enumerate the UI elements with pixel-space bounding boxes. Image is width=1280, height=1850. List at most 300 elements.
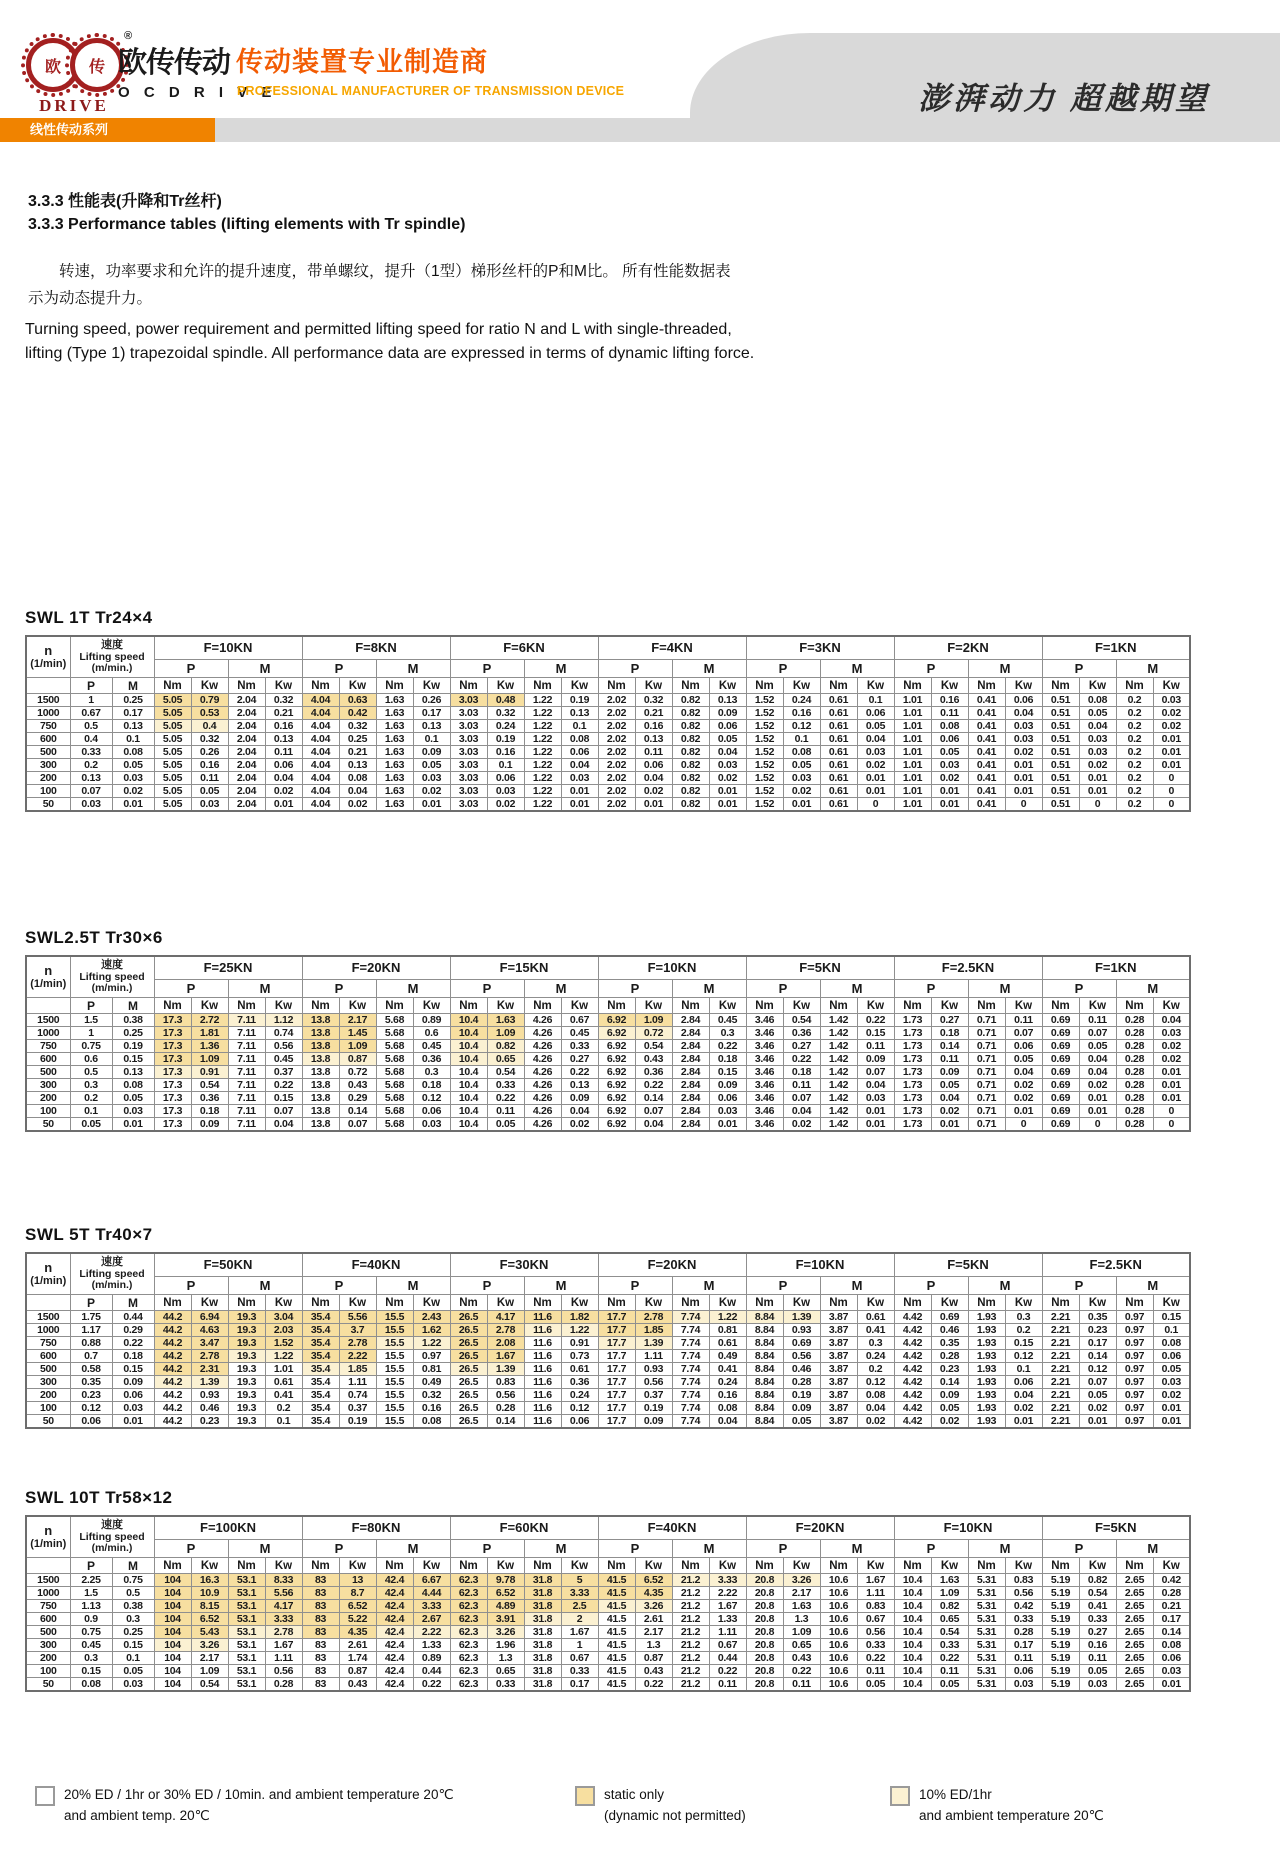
col-header-nm: Nm [820,678,857,694]
value-cell: 1.22 [524,707,561,720]
value-cell: 2.04 [228,785,265,798]
value-cell: 0.04 [857,1079,894,1092]
value-cell: 0.14 [487,1415,524,1429]
value-cell: 0 [1153,1105,1190,1118]
col-header-kw: Kw [635,1558,672,1574]
value-cell: 0.32 [487,707,524,720]
value-cell: 5.19 [1042,1613,1079,1626]
value-cell: 0.04 [857,733,894,746]
value-cell: 0.16 [783,707,820,720]
value-cell: 8.15 [191,1600,228,1613]
value-cell: 0.06 [857,707,894,720]
value-cell: 31.8 [524,1639,561,1652]
value-cell: 1.45 [339,1027,376,1040]
col-header-kw: Kw [265,1295,302,1311]
value-cell: 5.05 [154,707,191,720]
value-cell: 5.05 [154,733,191,746]
value-cell: 26.5 [450,1324,487,1337]
col-header-m: M [228,979,302,997]
col-header-kw: Kw [857,678,894,694]
cell-rpm: 1000 [26,707,70,720]
cell-speed-m: 0.44 [112,1311,154,1324]
value-cell: 3.46 [746,1040,783,1053]
col-header-nm: Nm [302,1558,339,1574]
cell-speed-p: 1.13 [70,1600,112,1613]
value-cell: 19.3 [228,1376,265,1389]
value-cell: 11.6 [524,1311,561,1324]
col-header-blank [26,678,70,694]
col-header-force: F=20KN [746,1516,894,1539]
value-cell: 42.4 [376,1626,413,1639]
col-header-kw: Kw [191,1295,228,1311]
value-cell: 0.3 [709,1027,746,1040]
col-header-kw: Kw [487,1558,524,1574]
value-cell: 17.3 [154,1105,191,1118]
value-cell: 0.06 [265,759,302,772]
value-cell: 0.04 [265,772,302,785]
value-cell: 0.05 [783,1415,820,1429]
value-cell: 0.97 [1116,1402,1153,1415]
value-cell: 15.5 [376,1415,413,1429]
col-header-kw: Kw [413,1558,450,1574]
table-row [26,746,1190,759]
value-cell: 6.92 [598,1053,635,1066]
cell-rpm: 750 [26,1040,70,1053]
value-cell: 0.1 [857,694,894,707]
value-cell: 0.01 [1153,1415,1190,1429]
value-cell: 21.2 [672,1587,709,1600]
cell-speed-p: 0.2 [70,1092,112,1105]
value-cell: 1.01 [894,772,931,785]
value-cell: 2.84 [672,1079,709,1092]
value-cell: 0.05 [857,1678,894,1692]
col-header-kw: Kw [783,1295,820,1311]
col-header-nm: Nm [450,998,487,1014]
col-header-nm: Nm [598,1558,635,1574]
value-cell: 4.42 [894,1415,931,1429]
value-cell: 0.56 [635,1376,672,1389]
value-cell: 1.93 [968,1389,1005,1402]
value-cell: 5 [561,1574,598,1587]
col-header-force: F=50KN [154,1253,302,1276]
col-header-force: F=60KN [450,1516,598,1539]
col-header-force: F=8KN [302,636,450,659]
value-cell: 0.11 [709,1678,746,1692]
col-header-kw: Kw [191,1558,228,1574]
value-cell: 7.74 [672,1376,709,1389]
cell-speed-p: 0.05 [70,1118,112,1132]
cell-speed-p: 0.5 [70,1066,112,1079]
value-cell: 0.32 [413,1389,450,1402]
value-cell: 5.68 [376,1066,413,1079]
cell-speed-p: 0.08 [70,1678,112,1692]
col-header-speed-p: P [70,678,112,694]
value-cell: 0.01 [931,785,968,798]
value-cell: 5.43 [191,1626,228,1639]
value-cell: 0.69 [931,1311,968,1324]
col-header-nm: Nm [376,998,413,1014]
col-header-kw: Kw [1079,678,1116,694]
value-cell: 0.04 [1153,1014,1190,1027]
col-header-kw: Kw [1079,998,1116,1014]
value-cell: 2.17 [191,1652,228,1665]
value-cell: 26.5 [450,1402,487,1415]
value-cell: 0.41 [968,707,1005,720]
value-cell: 0.56 [1005,1587,1042,1600]
value-cell: 42.4 [376,1652,413,1665]
value-cell: 21.2 [672,1678,709,1692]
value-cell: 1.52 [265,1337,302,1350]
value-cell: 0.69 [783,1337,820,1350]
value-cell: 10.6 [820,1600,857,1613]
value-cell: 10.4 [450,1040,487,1053]
value-cell: 5.31 [968,1613,1005,1626]
value-cell: 0.61 [820,746,857,759]
value-cell: 11.6 [524,1337,561,1350]
legend-item-10ed [890,1785,1104,1827]
cell-speed-m: 0.09 [112,1376,154,1389]
value-cell: 0.87 [635,1652,672,1665]
performance-table [25,1515,1191,1692]
col-header-m: M [820,979,894,997]
value-cell: 1.93 [968,1402,1005,1415]
value-cell: 2.22 [339,1350,376,1363]
value-cell: 13.8 [302,1118,339,1132]
value-cell: 2.17 [635,1626,672,1639]
cell-rpm: 1500 [26,1574,70,1587]
value-cell: 0.43 [635,1665,672,1678]
value-cell: 0.73 [561,1350,598,1363]
col-header-nm: Nm [524,998,561,1014]
value-cell: 0.43 [783,1652,820,1665]
value-cell: 3.87 [820,1363,857,1376]
cell-speed-m: 0.38 [112,1600,154,1613]
value-cell: 13 [339,1574,376,1587]
value-cell: 0.15 [709,1066,746,1079]
performance-table [25,1252,1191,1429]
col-header-m: M [228,659,302,677]
value-cell: 0.82 [487,1040,524,1053]
value-cell: 0.07 [1079,1027,1116,1040]
value-cell: 5.05 [154,694,191,707]
value-cell: 0.09 [191,1118,228,1132]
value-cell: 5.31 [968,1665,1005,1678]
col-header-kw: Kw [709,1295,746,1311]
col-header-m: M [968,659,1042,677]
col-header-m: M [672,659,746,677]
value-cell: 11.6 [524,1389,561,1402]
value-cell: 3.33 [413,1600,450,1613]
value-cell: 0.21 [1153,1600,1190,1613]
col-header-blank [26,998,70,1014]
value-cell: 2.02 [598,707,635,720]
value-cell: 13.8 [302,1040,339,1053]
value-cell: 0.19 [635,1402,672,1415]
col-header-m: M [820,659,894,677]
value-cell: 1.11 [339,1376,376,1389]
value-cell: 0.87 [339,1665,376,1678]
value-cell: 7.11 [228,1079,265,1092]
col-header-p: P [746,659,820,677]
table-row [26,1066,1190,1079]
value-cell: 1.52 [746,759,783,772]
col-header-kw: Kw [783,998,820,1014]
value-cell: 4.42 [894,1376,931,1389]
cell-rpm: 300 [26,1639,70,1652]
value-cell: 0.22 [487,1092,524,1105]
legend-line: (dynamic not permitted) [604,1807,746,1823]
col-header-m: M [672,1539,746,1557]
value-cell: 1.67 [561,1626,598,1639]
value-cell: 6.52 [339,1600,376,1613]
value-cell: 62.3 [450,1613,487,1626]
value-cell: 1.33 [413,1639,450,1652]
value-cell: 62.3 [450,1587,487,1600]
value-cell: 44.2 [154,1350,191,1363]
col-header-kw: Kw [857,1295,894,1311]
col-header-force: F=30KN [450,1253,598,1276]
value-cell: 104 [154,1600,191,1613]
value-cell: 0.2 [1116,733,1153,746]
cell-speed-p: 1.17 [70,1324,112,1337]
value-cell: 0.51 [1042,746,1079,759]
value-cell: 0.03 [1005,1678,1042,1692]
col-header-m: M [1116,1539,1190,1557]
value-cell: 10.4 [894,1678,931,1692]
value-cell: 0.06 [561,1415,598,1429]
value-cell: 0.1 [1153,1324,1190,1337]
value-cell: 4.26 [524,1027,561,1040]
table-row [26,1337,1190,1350]
intro-paragraph-cn: 转速，功率要求和允许的提升速度，带单螺纹，提升（1型）梯形丝杆的P和M比。 所有性能数据表示为动态提升力。 [28,263,731,308]
value-cell: 17.7 [598,1350,635,1363]
value-cell: 2.04 [228,746,265,759]
value-cell: 0.61 [820,694,857,707]
col-header-nm: Nm [524,1558,561,1574]
cell-rpm: 100 [26,1402,70,1415]
value-cell: 42.4 [376,1665,413,1678]
value-cell: 0.05 [931,1678,968,1692]
value-cell: 2.04 [228,759,265,772]
value-cell: 1.52 [746,733,783,746]
value-cell: 1.09 [783,1626,820,1639]
value-cell: 0.28 [1116,1105,1153,1118]
value-cell: 5.19 [1042,1652,1079,1665]
value-cell: 0.01 [857,1105,894,1118]
value-cell: 0.26 [191,746,228,759]
value-cell: 1.42 [820,1053,857,1066]
value-cell: 0.16 [191,759,228,772]
col-header-nm: Nm [302,998,339,1014]
value-cell: 17.7 [598,1402,635,1415]
value-cell: 1.63 [376,707,413,720]
col-header-n: n (1/min) [26,1253,70,1295]
value-cell: 0.03 [931,759,968,772]
value-cell: 20.8 [746,1600,783,1613]
value-cell: 104 [154,1665,191,1678]
table-row [26,1587,1190,1600]
value-cell: 0.05 [1079,1040,1116,1053]
col-header-kw: Kw [709,998,746,1014]
value-cell: 0.22 [857,1014,894,1027]
value-cell: 0.06 [1153,1652,1190,1665]
value-cell: 4.17 [487,1311,524,1324]
value-cell: 42.4 [376,1600,413,1613]
value-cell: 0.69 [1042,1092,1079,1105]
section-title [28,190,465,236]
value-cell: 0.15 [1005,1337,1042,1350]
value-cell: 0.2 [1116,772,1153,785]
value-cell: 20.8 [746,1587,783,1600]
legend-text [64,1785,454,1827]
col-header-kw: Kw [931,1558,968,1574]
table-row [26,1415,1190,1429]
value-cell: 6.92 [598,1066,635,1079]
cell-rpm: 500 [26,1066,70,1079]
col-header-kw: Kw [931,1295,968,1311]
value-cell: 0.14 [339,1105,376,1118]
value-cell: 1.52 [746,746,783,759]
value-cell: 1.01 [894,759,931,772]
value-cell: 2.21 [1042,1415,1079,1429]
value-cell: 0.97 [413,1350,450,1363]
value-cell: 2.78 [339,1337,376,1350]
value-cell: 26.5 [450,1389,487,1402]
cell-rpm: 600 [26,1053,70,1066]
cell-rpm: 50 [26,1118,70,1132]
value-cell: 13.8 [302,1014,339,1027]
value-cell: 2.65 [1116,1574,1153,1587]
value-cell: 83 [302,1678,339,1692]
value-cell: 0.28 [1116,1118,1153,1132]
col-header-kw: Kw [265,1558,302,1574]
value-cell: 20.8 [746,1626,783,1639]
value-cell: 0.28 [1116,1027,1153,1040]
value-cell: 0.41 [709,1363,746,1376]
value-cell: 0.04 [339,785,376,798]
col-header-nm: Nm [228,1295,265,1311]
value-cell: 0.2 [1116,746,1153,759]
value-cell: 4.35 [635,1587,672,1600]
table-row [26,1350,1190,1363]
value-cell: 1.22 [524,772,561,785]
value-cell: 0.2 [1116,707,1153,720]
cell-speed-m: 0.15 [112,1363,154,1376]
table-row [26,1105,1190,1118]
value-cell: 83 [302,1639,339,1652]
value-cell: 10.9 [191,1587,228,1600]
value-cell: 1.09 [191,1053,228,1066]
value-cell: 1.42 [820,1014,857,1027]
value-cell: 0 [1153,785,1190,798]
value-cell: 0.03 [413,772,450,785]
col-header-p: P [302,979,376,997]
value-cell: 3.26 [487,1626,524,1639]
col-header-kw: Kw [857,1558,894,1574]
value-cell: 0.2 [1116,785,1153,798]
value-cell: 3.04 [265,1311,302,1324]
value-cell: 0.07 [339,1118,376,1132]
col-header-nm: Nm [450,1558,487,1574]
cell-speed-m: 0.08 [112,1079,154,1092]
value-cell: 6.92 [598,1040,635,1053]
col-header-nm: Nm [376,1558,413,1574]
col-header-m: M [968,1539,1042,1557]
value-cell: 2.22 [413,1626,450,1639]
value-cell: 41.5 [598,1613,635,1626]
value-cell: 0.05 [1079,1389,1116,1402]
col-header-kw: Kw [1153,1295,1190,1311]
value-cell: 0.28 [487,1402,524,1415]
value-cell: 1.11 [709,1626,746,1639]
value-cell: 0.13 [561,1079,598,1092]
value-cell: 0.02 [709,772,746,785]
value-cell: 13.8 [302,1079,339,1092]
col-header-p: P [450,1539,524,1557]
value-cell: 83 [302,1574,339,1587]
value-cell: 5.05 [154,772,191,785]
slogan-calligraphy: 澎湃动力 超越期望 [918,81,1210,116]
value-cell: 0.02 [1079,759,1116,772]
cell-rpm: 50 [26,798,70,812]
value-cell: 4.35 [339,1626,376,1639]
value-cell: 0.28 [1005,1626,1042,1639]
value-cell: 0.01 [1153,759,1190,772]
value-cell: 0.27 [931,1014,968,1027]
value-cell: 0.61 [857,1311,894,1324]
value-cell: 4.04 [302,785,339,798]
value-cell: 20.8 [746,1574,783,1587]
value-cell: 6.67 [413,1574,450,1587]
table-row [26,1678,1190,1692]
value-cell: 0.13 [413,720,450,733]
value-cell: 1.22 [413,1337,450,1350]
value-cell: 0.11 [635,746,672,759]
value-cell: 10.4 [450,1053,487,1066]
value-cell: 2.65 [1116,1665,1153,1678]
value-cell: 8.84 [746,1350,783,1363]
section-title-cn: 3.3.3 性能表(升降和Tr丝杆) [28,193,222,210]
cell-rpm: 600 [26,1350,70,1363]
col-header-nm: Nm [968,1295,1005,1311]
value-cell: 0.54 [191,1678,228,1692]
value-cell: 1.93 [968,1350,1005,1363]
value-cell: 1.73 [894,1118,931,1132]
value-cell: 1.01 [894,798,931,812]
value-cell: 0.16 [635,720,672,733]
value-cell: 0 [857,798,894,812]
value-cell: 0.97 [1116,1324,1153,1337]
value-cell: 0.12 [561,1402,598,1415]
value-cell: 0.6 [413,1027,450,1040]
value-cell: 8.84 [746,1376,783,1389]
table-row [26,1639,1190,1652]
value-cell: 4.42 [894,1311,931,1324]
cell-speed-p: 0.3 [70,1652,112,1665]
cell-speed-p: 1 [70,694,112,707]
value-cell: 41.5 [598,1678,635,1692]
table-row [26,785,1190,798]
value-cell: 1.01 [894,733,931,746]
value-cell: 0.01 [1153,1092,1190,1105]
value-cell: 0.22 [931,1652,968,1665]
value-cell: 0.13 [561,707,598,720]
value-cell: 1.52 [746,720,783,733]
value-cell: 0.19 [339,1415,376,1429]
value-cell: 0.45 [413,1040,450,1053]
value-cell: 2.04 [228,707,265,720]
value-cell: 0.03 [191,798,228,812]
